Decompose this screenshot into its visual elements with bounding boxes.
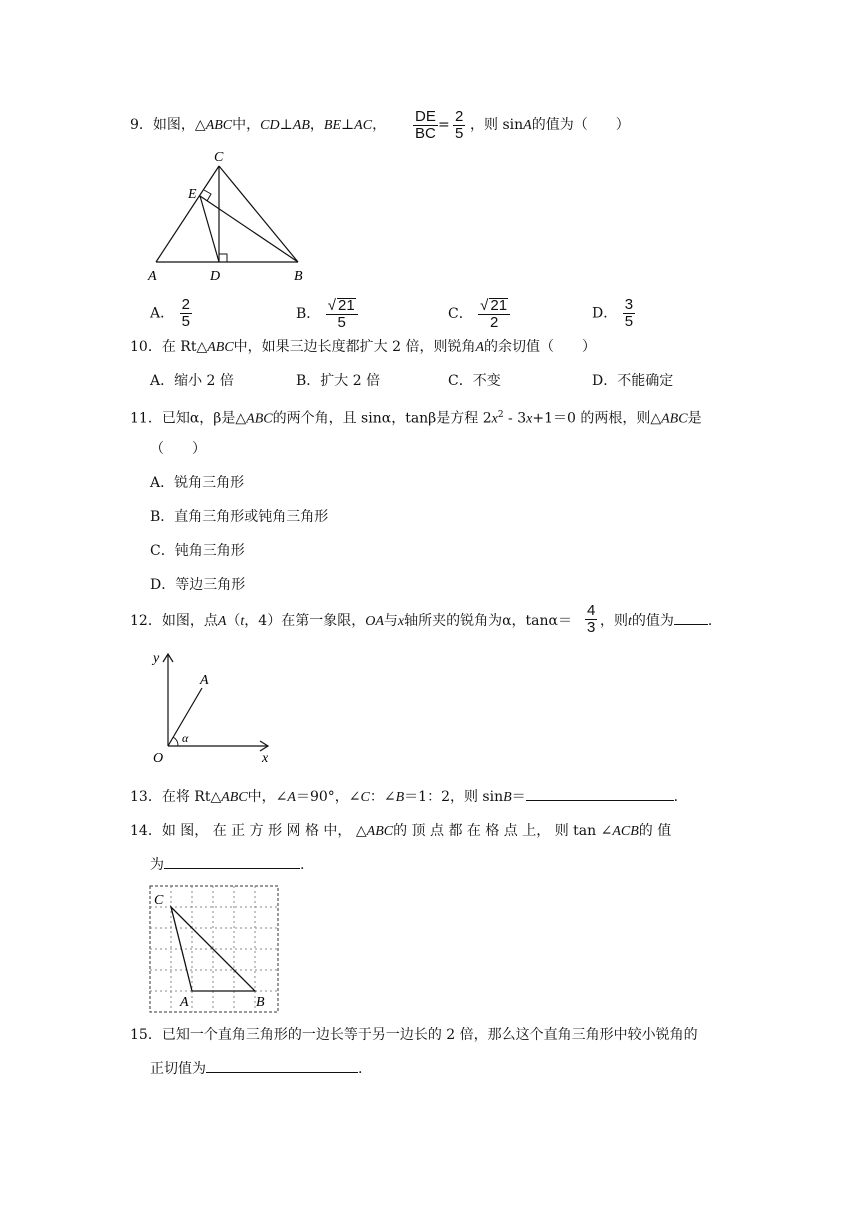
q9-var: AB bbox=[292, 118, 310, 133]
q13-text: ＝90°，∠ bbox=[295, 789, 361, 805]
fraction-numerator: 21 bbox=[337, 297, 355, 314]
q10-option-b[interactable]: B．扩大 2 倍 bbox=[296, 373, 381, 389]
q14-text: 的 值 bbox=[638, 823, 672, 839]
q11-option-a[interactable]: A．锐角三角形 bbox=[150, 475, 245, 491]
q12-label-a: A bbox=[200, 673, 209, 688]
q11-text: 已知α，β是△ bbox=[161, 410, 247, 427]
q12-var: t bbox=[628, 614, 632, 629]
q11-var: ABC bbox=[246, 411, 273, 427]
q15-text: 正切值为 bbox=[150, 1061, 206, 1077]
q10-option-c[interactable]: C．不变 bbox=[448, 373, 501, 389]
q15-stem-2 bbox=[150, 1060, 362, 1078]
q12-text: 如图，点 bbox=[161, 613, 218, 629]
q12-var: x bbox=[397, 614, 405, 629]
q12-stem bbox=[130, 612, 572, 631]
q11-text: +1＝0 的两根，则△ bbox=[532, 410, 662, 427]
q9-label-d: D bbox=[210, 269, 221, 284]
q15-number: 15． bbox=[130, 1027, 162, 1043]
q9-text: 如图，△ bbox=[152, 117, 206, 133]
q15-answer-blank[interactable] bbox=[206, 1060, 358, 1073]
q11-var: ABC bbox=[661, 411, 688, 427]
q13-var: A bbox=[287, 790, 296, 805]
fraction-denominator: 2 bbox=[489, 314, 499, 331]
q12-text: （ bbox=[226, 613, 241, 629]
q12-text: . bbox=[707, 613, 713, 629]
q9-number: 9． bbox=[130, 117, 153, 133]
q14-answer-blank[interactable] bbox=[164, 856, 300, 869]
q12-text: ，则 bbox=[600, 613, 628, 629]
q9-stem bbox=[130, 116, 386, 135]
q14-grid-figure bbox=[146, 884, 282, 1016]
q11-number: 11． bbox=[130, 410, 162, 427]
option-letter: A． bbox=[150, 305, 175, 322]
option-fraction bbox=[180, 298, 192, 329]
fraction-numerator: 4 bbox=[587, 602, 596, 619]
q9-label-e: E bbox=[188, 187, 197, 202]
q10-text: 在 Rt△ bbox=[161, 339, 208, 355]
fraction-denominator: 5 bbox=[337, 314, 346, 331]
fraction-denominator: 5 bbox=[455, 125, 464, 142]
fraction-numerator: DE bbox=[415, 108, 436, 125]
q13-text: ＝ bbox=[511, 789, 526, 805]
fraction-denominator: 5 bbox=[624, 313, 634, 330]
q9-text: ， bbox=[309, 117, 324, 133]
q13-text: ＝1：2，则 sin bbox=[404, 789, 504, 805]
q13-var: C bbox=[360, 790, 370, 805]
q9-triangle-figure bbox=[140, 146, 320, 286]
q12-var: t bbox=[240, 614, 245, 629]
option-fraction bbox=[623, 298, 635, 329]
sqrt-sign: √ bbox=[327, 297, 336, 314]
q12-text: 的值为 bbox=[631, 613, 674, 629]
q12-tan-fraction bbox=[585, 604, 597, 635]
q9-var: CD bbox=[260, 118, 280, 133]
q11-var: x bbox=[526, 411, 533, 427]
q13-text: ：∠ bbox=[369, 789, 396, 805]
q11-option-c[interactable]: C．钝角三角形 bbox=[150, 543, 245, 559]
q9-text: 中， bbox=[232, 117, 261, 133]
q12-axes-figure bbox=[140, 646, 280, 770]
q13-stem bbox=[130, 788, 678, 807]
q14-var: ACB bbox=[612, 824, 639, 839]
q10-text: 中，如果三边长度都扩大 2 倍，则锐角 bbox=[233, 339, 476, 355]
q12-var: A bbox=[217, 614, 227, 629]
fraction-denominator: 3 bbox=[587, 619, 596, 636]
q13-text: 中，∠ bbox=[247, 789, 288, 805]
q14-text: 的 顶 点 都 在 格 点 上， 则 tan ∠ bbox=[393, 823, 613, 839]
option-fraction bbox=[478, 298, 510, 330]
q14-text: . bbox=[300, 857, 305, 873]
option-letter: D． bbox=[592, 305, 618, 322]
q12-label-alpha: α bbox=[182, 731, 189, 745]
q10-option-d[interactable]: D．不能确定 bbox=[592, 373, 674, 389]
fraction-numerator: 21 bbox=[490, 297, 508, 314]
q9-option-b[interactable] bbox=[296, 298, 359, 330]
q13-text: 在将 Rt△ bbox=[161, 789, 222, 805]
sqrt-sign: √ bbox=[480, 297, 489, 314]
q9-var: A bbox=[523, 118, 532, 133]
q13-var: B bbox=[503, 790, 512, 805]
q15-text: . bbox=[358, 1061, 363, 1077]
fraction-denominator: 5 bbox=[181, 313, 190, 330]
q9-text: ⊥ bbox=[341, 117, 355, 133]
q10-var: ABC bbox=[207, 340, 234, 355]
q12-label-o: O bbox=[153, 751, 164, 766]
q11-var: x bbox=[491, 411, 498, 427]
q9-ratio-fraction bbox=[413, 110, 438, 141]
q11-text: - 3 bbox=[503, 410, 527, 427]
q10-stem bbox=[130, 338, 596, 357]
q9-stem-end bbox=[470, 116, 630, 135]
q14-text: 如 图， 在 正 方 形 网 格 中， △ bbox=[161, 823, 367, 839]
q9-label-c: C bbox=[214, 150, 224, 165]
q11-paren: （ ） bbox=[150, 441, 206, 457]
fraction-numerator: 2 bbox=[455, 108, 464, 125]
q12-text: ，4）在第一象限， bbox=[244, 613, 366, 629]
q9-text: = bbox=[438, 117, 450, 133]
q11-text: 的两个角，且 sinα，tanβ是方程 2 bbox=[272, 410, 492, 427]
q10-option-a[interactable]: A．缩小 2 倍 bbox=[150, 373, 234, 389]
q13-var: ABC bbox=[221, 790, 248, 805]
q11-option-d[interactable]: D．等边三角形 bbox=[150, 577, 246, 593]
q12-text: 轴所夹的锐角为α，tanα＝ bbox=[404, 613, 572, 629]
q14-label-b: B bbox=[256, 995, 265, 1010]
q9-text: 的值为（ ） bbox=[531, 117, 630, 133]
q12-number: 12． bbox=[130, 613, 162, 629]
q9-text: ⊥ bbox=[279, 117, 293, 133]
q14-label-c: C bbox=[154, 893, 164, 908]
q15-text: 已知一个直角三角形的一边长等于另一边长的 2 倍，那么这个直角三角形中较小锐角的 bbox=[161, 1027, 698, 1043]
q9-text: ， bbox=[372, 117, 387, 133]
q11-text: 是 bbox=[687, 410, 702, 427]
q13-text: . bbox=[673, 789, 679, 805]
q14-text: 为 bbox=[150, 857, 164, 873]
q12-label-x: x bbox=[262, 751, 269, 766]
q11-option-b[interactable]: B．直角三角形或钝角三角形 bbox=[150, 509, 329, 525]
q9-label-a: A bbox=[148, 269, 157, 284]
q9-var: BE bbox=[323, 118, 341, 133]
q9-option-c[interactable] bbox=[448, 298, 511, 330]
fraction-numerator: 3 bbox=[624, 296, 634, 313]
q9-var: AC bbox=[354, 118, 373, 133]
q9-value-fraction bbox=[453, 110, 465, 141]
q12-label-y: y bbox=[153, 651, 160, 666]
q9-option-d[interactable] bbox=[592, 298, 636, 329]
q9-label-b: B bbox=[294, 269, 303, 284]
q14-stem-2 bbox=[150, 856, 304, 874]
q9-text: ，则 sin bbox=[470, 117, 524, 133]
fraction-numerator: 2 bbox=[181, 296, 190, 313]
q12-text: 与 bbox=[383, 613, 398, 629]
q15-stem bbox=[130, 1026, 698, 1044]
q14-label-a: A bbox=[180, 995, 189, 1010]
fraction-denominator: BC bbox=[415, 125, 436, 142]
q12-var: OA bbox=[365, 614, 384, 629]
q11-exponent: 2 bbox=[497, 410, 504, 420]
q12-stem-end bbox=[600, 612, 712, 631]
q9-var: ABC bbox=[205, 118, 233, 133]
q11-stem bbox=[130, 406, 702, 429]
q14-stem bbox=[130, 822, 671, 841]
q10-var: A bbox=[475, 340, 485, 355]
q9-stem-tail bbox=[438, 116, 450, 134]
q10-text: 的余切值（ ） bbox=[484, 339, 597, 355]
option-letter: C． bbox=[448, 306, 473, 322]
option-fraction bbox=[326, 298, 358, 330]
q14-number: 14． bbox=[130, 823, 162, 839]
q10-number: 10． bbox=[130, 339, 162, 355]
q13-var: B bbox=[395, 790, 405, 805]
q14-var: ABC bbox=[366, 824, 394, 839]
q13-answer-blank[interactable] bbox=[526, 788, 674, 801]
option-letter: B． bbox=[296, 306, 321, 322]
q13-number: 13． bbox=[130, 789, 162, 805]
q12-answer-blank[interactable] bbox=[674, 612, 708, 625]
q9-option-a[interactable] bbox=[150, 298, 193, 329]
